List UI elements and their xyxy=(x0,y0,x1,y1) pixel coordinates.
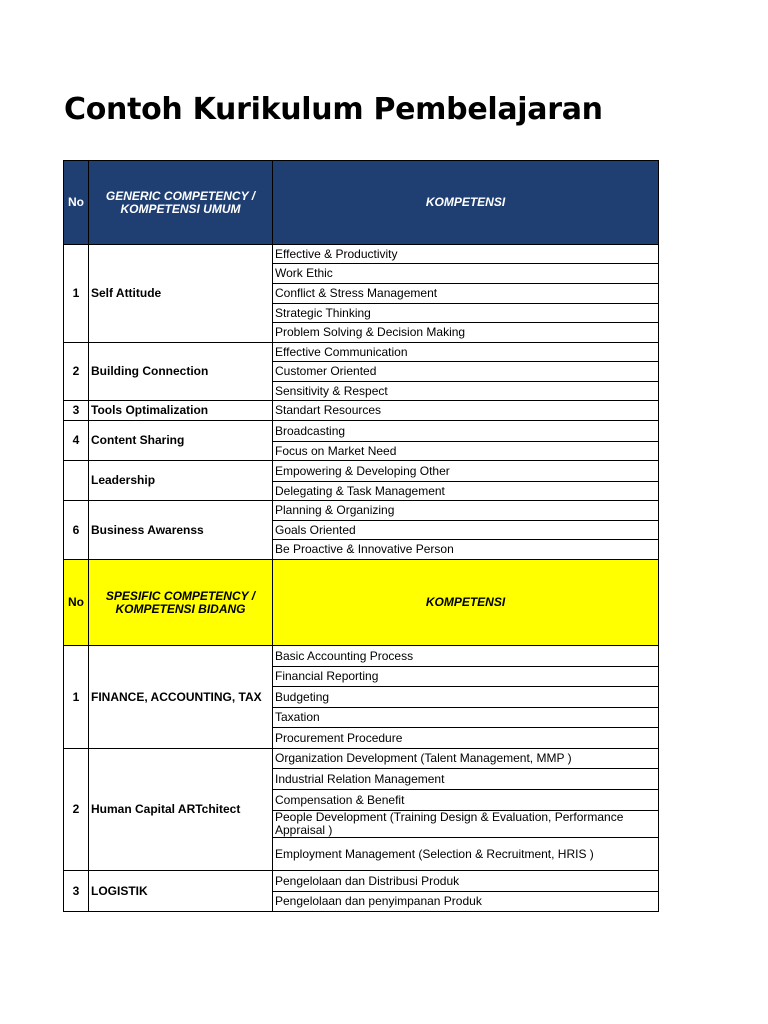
kompetensi-item: Work Ethic xyxy=(273,264,659,284)
specific-header-row xyxy=(64,560,659,646)
header-category: GENERIC COMPETENCY / KOMPETENSI UMUM xyxy=(89,161,273,245)
kompetensi-item: Budgeting xyxy=(273,687,659,708)
kompetensi-item: Procurement Procedure xyxy=(273,728,659,749)
header-no: No xyxy=(64,161,89,245)
group-number: 6 xyxy=(64,501,89,560)
kompetensi-item: Conflict & Stress Management xyxy=(273,284,659,304)
group-number: 1 xyxy=(64,245,89,343)
kompetensi-item: Customer Oriented xyxy=(273,362,659,382)
group-number xyxy=(64,461,89,501)
table-row xyxy=(64,421,659,442)
curriculum-table xyxy=(63,160,659,912)
kompetensi-item: Employment Management (Selection & Recruitment, HRIS ) xyxy=(273,838,659,871)
page-title: Contoh Kurikulum Pembelajaran xyxy=(64,92,603,127)
kompetensi-item: Effective & Productivity xyxy=(273,245,659,264)
kompetensi-item: Taxation xyxy=(273,708,659,728)
table-row xyxy=(64,401,659,421)
group-category: LOGISTIK xyxy=(89,871,273,912)
kompetensi-item: Standart Resources xyxy=(273,401,659,421)
table-row xyxy=(64,749,659,769)
kompetensi-item: Be Proactive & Innovative Person xyxy=(273,540,659,560)
group-number: 2 xyxy=(64,749,89,871)
group-category: Building Connection xyxy=(89,343,273,401)
group-category: Leadership xyxy=(89,461,273,501)
group-category: Human Capital ARTchitect xyxy=(89,749,273,871)
kompetensi-item: Pengelolaan dan Distribusi Produk xyxy=(273,871,659,892)
table-row xyxy=(64,461,659,482)
group-category: Self Attitude xyxy=(89,245,273,343)
kompetensi-item: Empowering & Developing Other xyxy=(273,461,659,482)
kompetensi-item: Planning & Organizing xyxy=(273,501,659,521)
kompetensi-item: Organization Development (Talent Management, MMP ) xyxy=(273,749,659,769)
table-row xyxy=(64,245,659,264)
kompetensi-item: Broadcasting xyxy=(273,421,659,442)
kompetensi-item: People Development (Training Design & Evaluation, Performance Appraisal ) xyxy=(273,811,659,838)
header-kompetensi: KOMPETENSI xyxy=(273,161,659,245)
kompetensi-item: Strategic Thinking xyxy=(273,304,659,323)
group-number: 3 xyxy=(64,871,89,912)
table-row xyxy=(64,871,659,892)
group-number: 3 xyxy=(64,401,89,421)
kompetensi-item: Goals Oriented xyxy=(273,521,659,540)
kompetensi-item: Focus on Market Need xyxy=(273,442,659,461)
kompetensi-item: Pengelolaan dan penyimpanan Produk xyxy=(273,892,659,912)
group-number: 2 xyxy=(64,343,89,401)
table-row xyxy=(64,501,659,521)
header-kompetensi: KOMPETENSI xyxy=(273,560,659,646)
table-row xyxy=(64,646,659,667)
group-number: 4 xyxy=(64,421,89,461)
generic-header-row xyxy=(64,161,659,245)
group-category: Content Sharing xyxy=(89,421,273,461)
kompetensi-item: Effective Communication xyxy=(273,343,659,362)
kompetensi-item: Compensation & Benefit xyxy=(273,790,659,811)
table-row xyxy=(64,343,659,362)
group-category: Tools Optimalization xyxy=(89,401,273,421)
header-no: No xyxy=(64,560,89,646)
group-number: 1 xyxy=(64,646,89,749)
group-category: FINANCE, ACCOUNTING, TAX xyxy=(89,646,273,749)
kompetensi-item: Industrial Relation Management xyxy=(273,769,659,790)
kompetensi-item: Problem Solving & Decision Making xyxy=(273,323,659,343)
kompetensi-item: Sensitivity & Respect xyxy=(273,382,659,401)
kompetensi-item: Financial Reporting xyxy=(273,667,659,687)
group-category: Business Awarenss xyxy=(89,501,273,560)
header-category: SPESIFIC COMPETENCY / KOMPETENSI BIDANG xyxy=(89,560,273,646)
kompetensi-item: Delegating & Task Management xyxy=(273,482,659,501)
kompetensi-item: Basic Accounting Process xyxy=(273,646,659,667)
